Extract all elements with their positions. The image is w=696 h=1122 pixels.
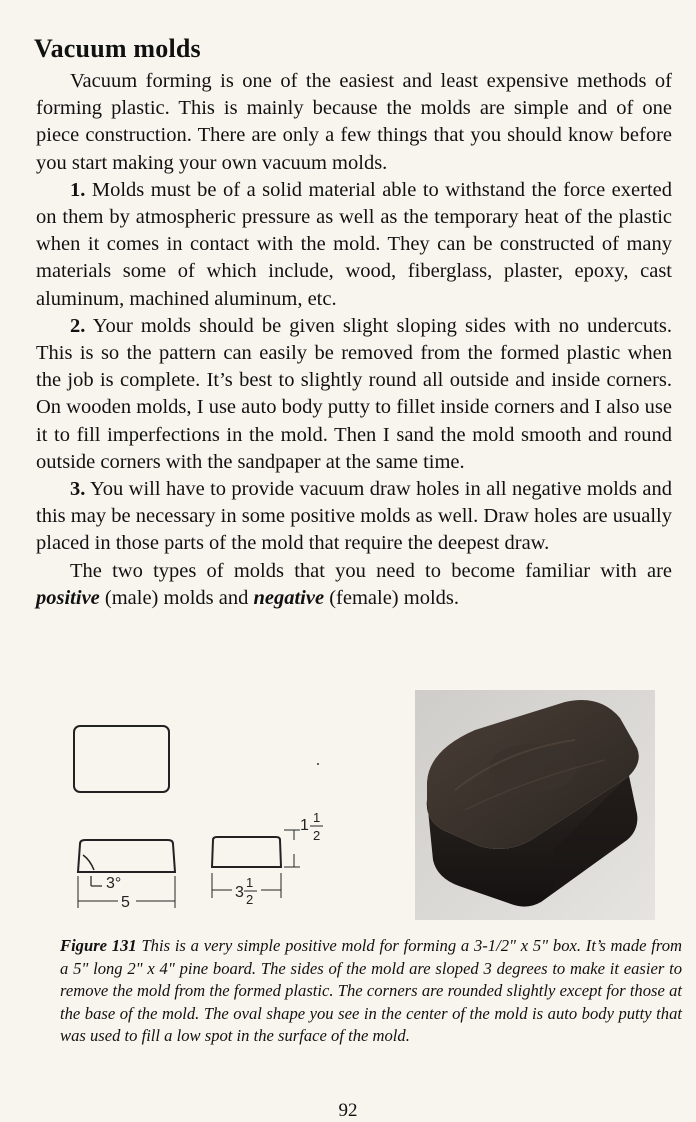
point-3-number: 3. bbox=[70, 478, 86, 501]
paragraph-point-1 bbox=[36, 177, 672, 313]
point-1-text: Molds must be of a solid material able to withstand the force exerted on them by atmospheric pressure as well as the temporary heat of the plastic when it comes in contact with the mold. They can be constructed of many materials some of which include, wood, fiberglass, plaster, epoxy, cast aluminum, machined aluminum, etc. bbox=[36, 178, 672, 310]
dim-width-numerator: 1 bbox=[246, 875, 254, 890]
paragraph-point-3 bbox=[36, 476, 672, 558]
term-negative: negative bbox=[253, 586, 325, 609]
mold-drawings bbox=[60, 690, 400, 920]
dim-length-label: 5 bbox=[121, 894, 130, 911]
page-number: 92 bbox=[338, 1100, 358, 1121]
term-positive: positive bbox=[36, 586, 100, 609]
dim-height-numerator: 1 bbox=[313, 810, 321, 825]
dim-height-whole: 1 bbox=[300, 817, 309, 834]
paragraph-point-2 bbox=[36, 313, 672, 476]
section-heading: Vacuum molds bbox=[34, 34, 201, 63]
dim-height-denominator: 2 bbox=[313, 828, 321, 843]
dim-width-whole: 3 bbox=[235, 884, 244, 901]
body-text bbox=[36, 68, 672, 612]
figure-131 bbox=[60, 690, 660, 930]
figure-caption bbox=[60, 935, 682, 1048]
point-3-text: You will have to provide vacuum draw holes in all negative molds and this may be necessary in some positive molds as well. Draw holes are usually placed in those parts of the mold that require the deepest draw. bbox=[36, 478, 672, 555]
dim-angle-label: 3° bbox=[106, 875, 122, 892]
point-2-number: 2. bbox=[70, 314, 86, 337]
mold-types-text-c: (female) molds. bbox=[324, 586, 459, 609]
mold-types-text-a: The two types of molds that you need to become familiar with are bbox=[70, 559, 672, 582]
point-1-number: 1. bbox=[70, 178, 86, 201]
mold-front-view bbox=[78, 840, 175, 911]
paragraph-intro: Vacuum forming is one of the easiest and least expensive methods of forming plastic. This is mainly because the molds are simple and of one piece construction. There are only a few things that you should know before you start making your own vacuum molds. bbox=[36, 70, 672, 174]
mold-top-view bbox=[74, 726, 169, 792]
mold-photo bbox=[415, 690, 655, 920]
mold-types-text-b: (male) molds and bbox=[99, 586, 254, 609]
paragraph-mold-types bbox=[36, 558, 672, 612]
caption-label: Figure 131 bbox=[60, 936, 137, 955]
caption-text: This is a very simple positive mold for forming a 3-1/2" x 5" box. It’s made from a 5" long 2" x 4" pine board. The sides of the mold are sloped 3 degrees to make it easier to remove the mold from the formed plastic. The corners are rounded slightly except for those at the base of the mold. The oval shape you see in the center of the mold is auto body putty that was used to fill a low spot in the surface of the mold. bbox=[60, 936, 682, 1046]
speck bbox=[317, 763, 319, 765]
dim-width-denominator: 2 bbox=[246, 892, 254, 907]
wooden-mold-image bbox=[415, 690, 655, 920]
point-2-text: Your molds should be given slight sloping sides with no undercuts. This is so the pattern can easily be removed from the formed plastic when the job is complete. It’s best to slightly round all outside and inside corners. On wooden molds, I use auto body putty to fillet inside corners and I also use it to fill imperfections in the mold. Then I sand the mold smooth and round outside corners with the sandpaper at the same time. bbox=[36, 314, 672, 473]
mold-side-view bbox=[212, 810, 323, 907]
